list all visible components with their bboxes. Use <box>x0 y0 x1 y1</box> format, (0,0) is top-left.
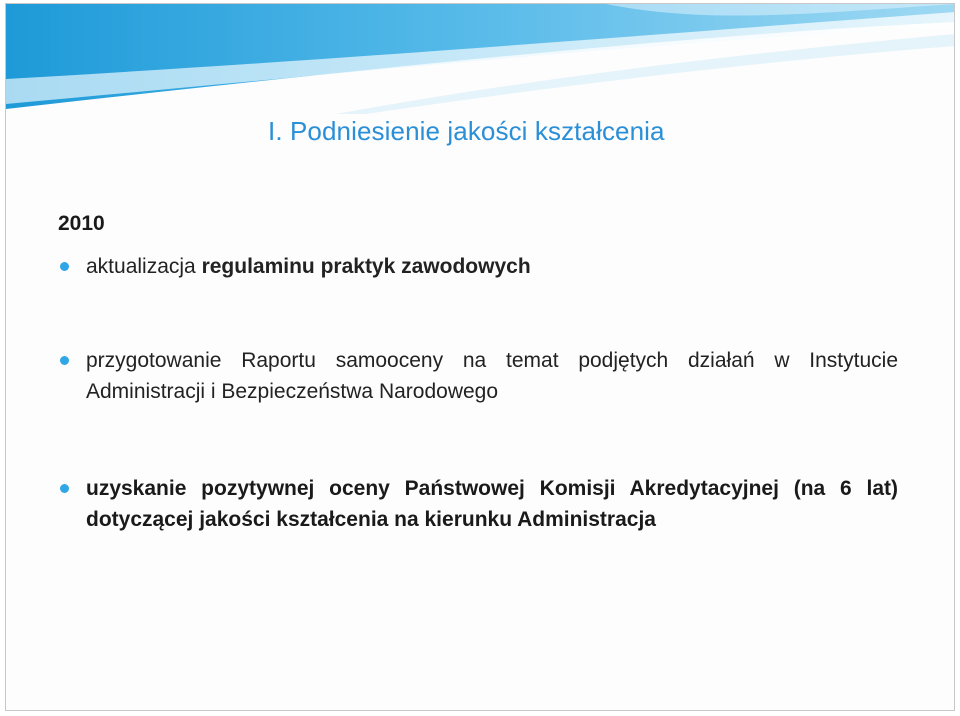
bullet-dot-icon <box>60 356 69 365</box>
bullet-item <box>58 345 898 407</box>
bullet-text-bold: regulaminu praktyk zawodowych <box>201 255 531 278</box>
year-heading: 2010 <box>58 212 105 235</box>
header-banner <box>6 4 955 114</box>
bullet-dot-icon <box>60 484 69 493</box>
slide <box>5 3 955 711</box>
slide-title: I. Podniesienie jakości kształcenia <box>268 116 665 146</box>
bullet-dot-icon <box>60 262 69 271</box>
bullet-text <box>86 251 898 282</box>
bullet-text: przygotowanie Raportu samooceny na temat podjętych działań w Instytucie Administracji i Bezpieczeństwa Narodowego <box>86 349 898 403</box>
bullet-text-normal: aktualizacja <box>86 255 202 278</box>
bullet-item <box>58 473 898 535</box>
bullet-item <box>58 251 898 282</box>
bullet-text: uzyskanie pozytywnej oceny Państwowej Komisji Akredytacyjnej (na 6 lat) dotyczącej jakości kształcenia na kierunku Administracja <box>86 477 898 531</box>
